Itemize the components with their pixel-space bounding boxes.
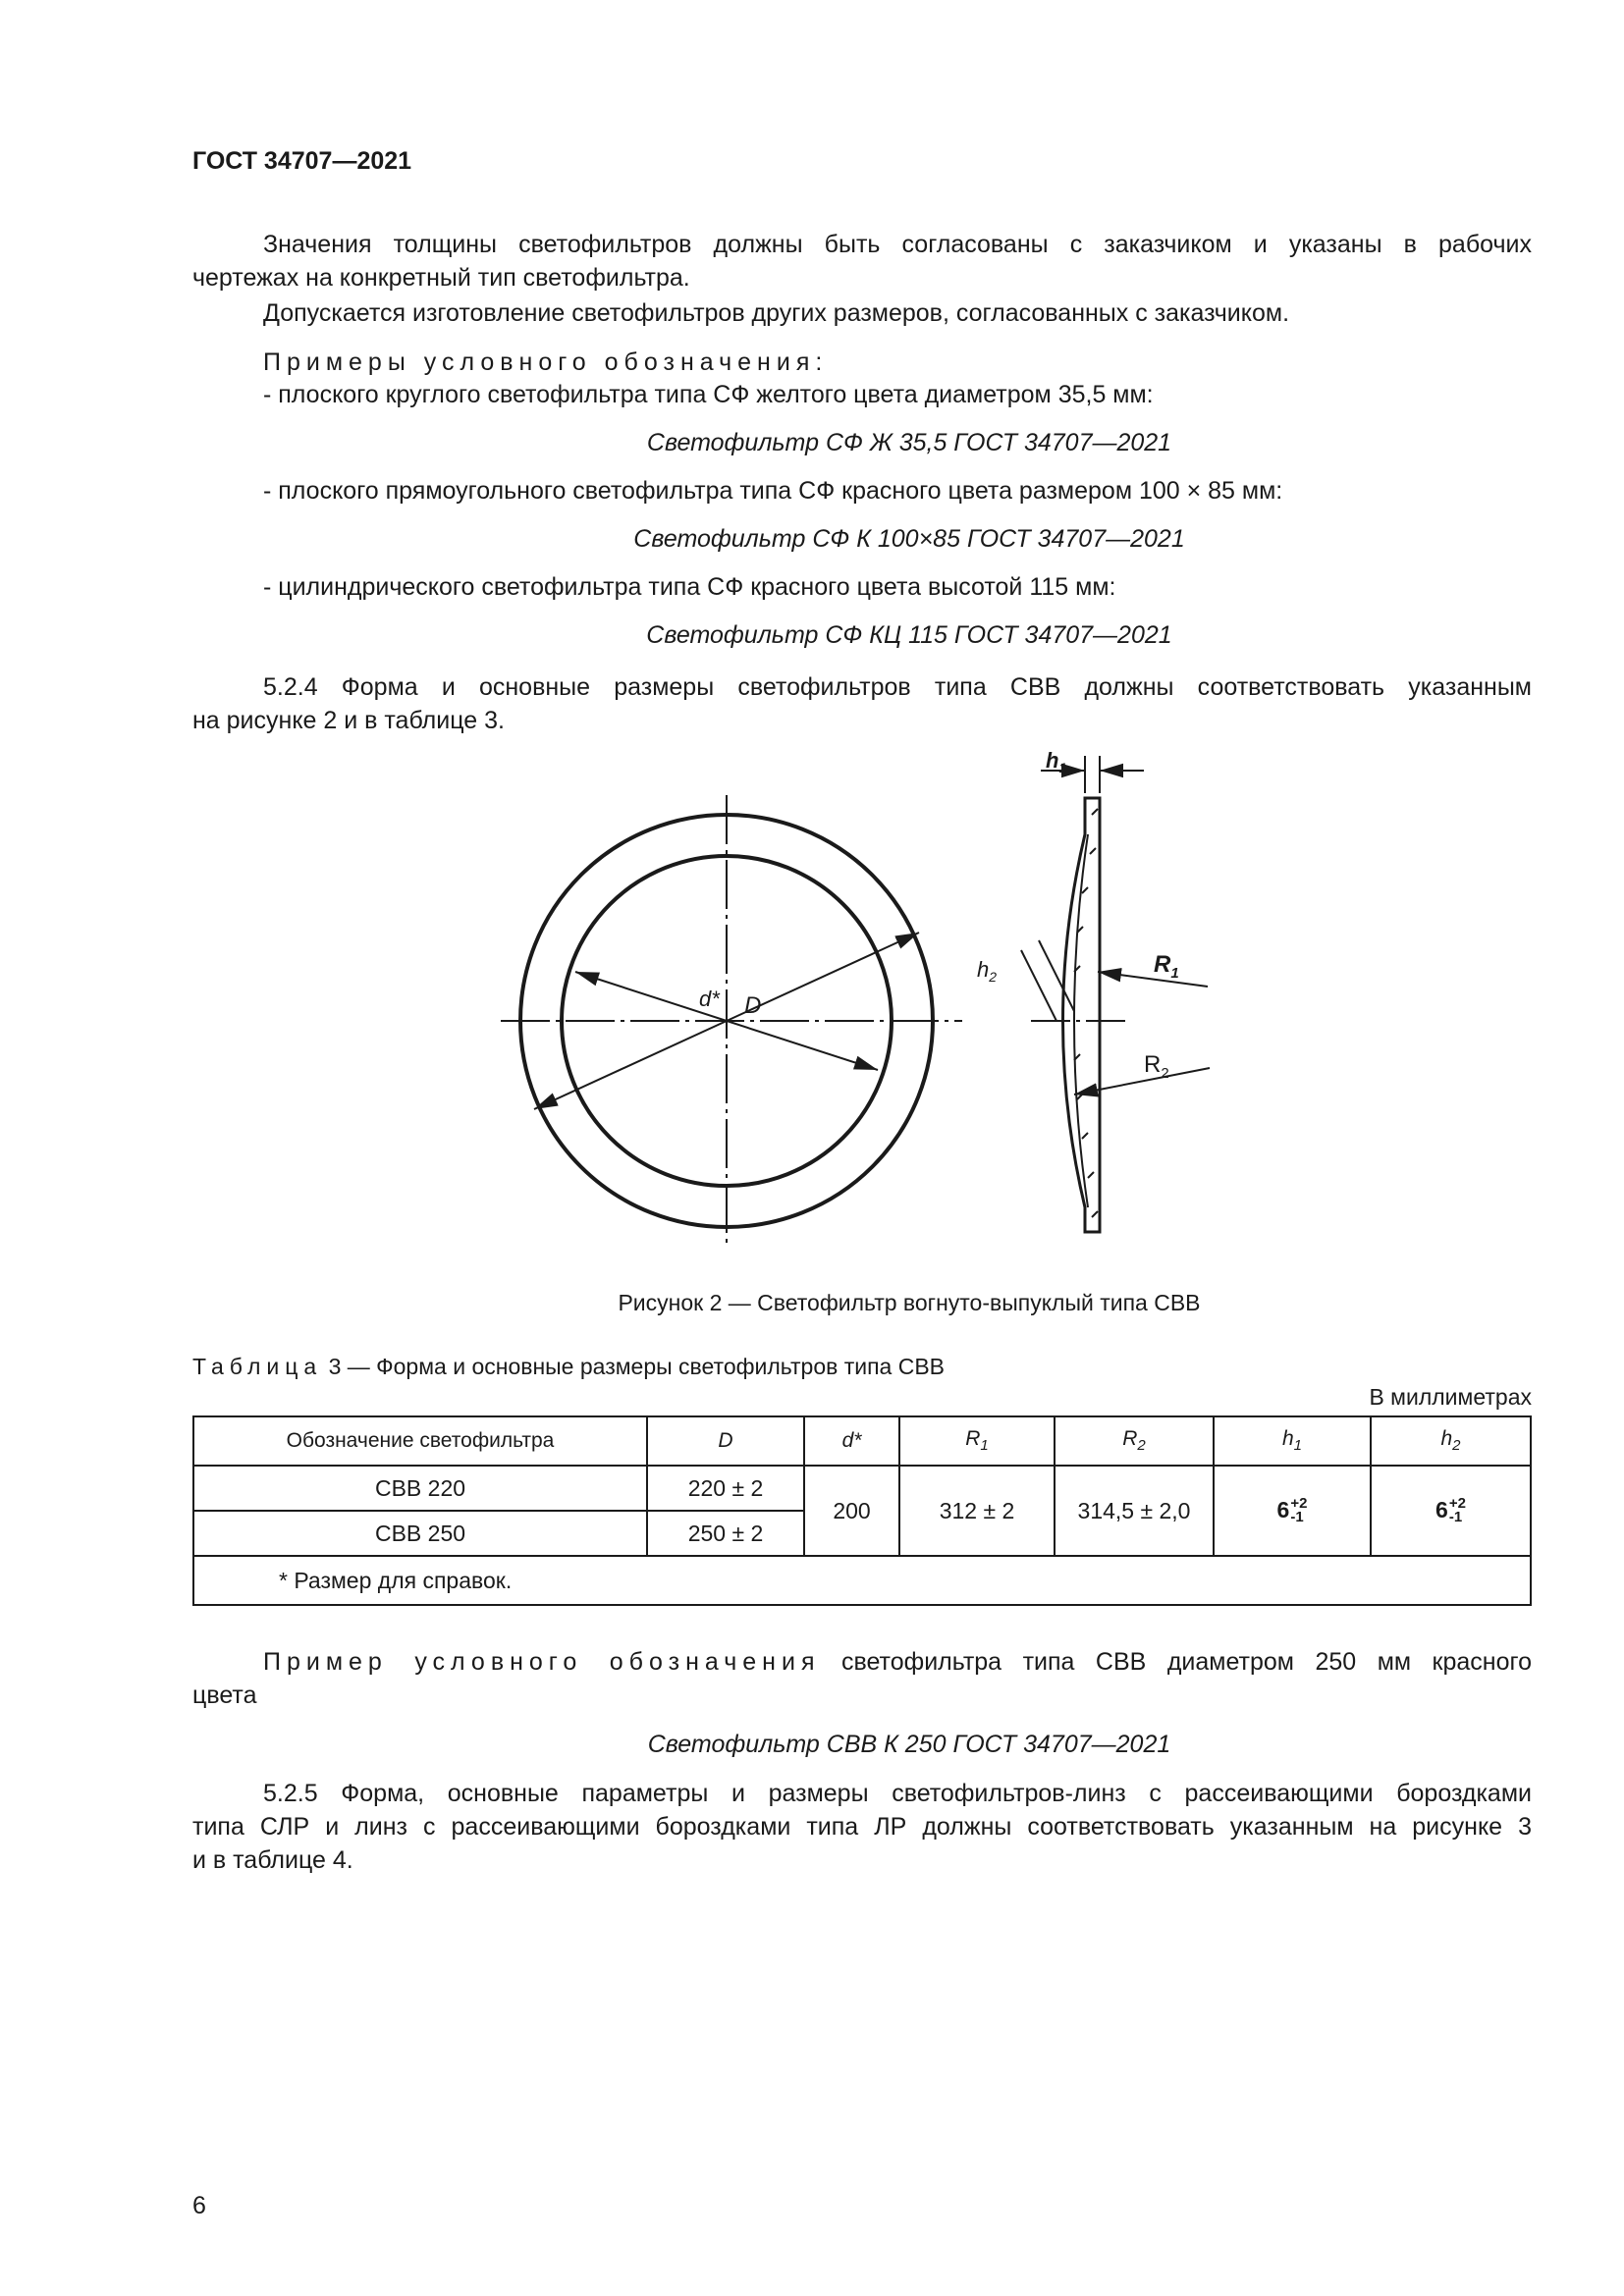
example-svv-designation: Светофильтр СВВ К 250 ГОСТ 34707—2021: [647, 1731, 1171, 1758]
table-3-units: В миллиметрах: [1369, 1384, 1532, 1410]
example-svv-rest: светофильтра типа СВВ диаметром 250 мм красного: [840, 1648, 1532, 1676]
example-2-text: - плоского прямоугольного светофильтра типа СФ красного цвета размером 100 × 85 мм:: [263, 477, 1283, 505]
section-5-2-4-line1: 5.2.4 Форма и основные размеры светофильтров типа СВВ должны соответствовать указанным: [263, 673, 1532, 701]
label-D: D: [744, 992, 762, 1019]
svg-text:h2: $h_2$: [977, 957, 998, 985]
header-h1: $h_1$: [1214, 1416, 1371, 1466]
label-R2: R: [1144, 1051, 1162, 1078]
cell-D: 220 ± 2: [647, 1466, 804, 1511]
h2-leader-1: [1021, 950, 1056, 1021]
paragraph-thickness-line1: Значения толщины светофильтров должны быть согласованы с заказчиком и указаны в рабочих: [263, 231, 1532, 258]
front-view: [501, 795, 962, 1247]
lens-profile: [1063, 798, 1101, 1232]
side-view: [1021, 756, 1210, 1232]
examples-heading: Примеры условного обозначения:: [263, 348, 829, 376]
cell-designation: СВВ 250: [193, 1511, 647, 1556]
table-footnote: * Размер для справок.: [193, 1556, 1531, 1605]
header-h2: $h_2$: [1371, 1416, 1531, 1466]
cell-R2-merged: 314,5 ± 2,0: [1055, 1466, 1214, 1556]
header-R1: $R_1$: [899, 1416, 1055, 1466]
table-row: [193, 1466, 1531, 1511]
section-5-2-5-line2: типа СЛР и линз с рассеивающими бороздками типа ЛР должны соответствовать указанным на рисунке 3: [192, 1813, 1532, 1841]
label-R1: R: [1154, 951, 1171, 978]
svg-text:R2: $R_2$: [1144, 1051, 1169, 1082]
section-5-2-5-line1: 5.2.5 Форма, основные параметры и размеры светофильтров-линз с рассеивающими бороздками: [263, 1780, 1532, 1807]
example-svv-spaced: Пример условного обозначения: [263, 1648, 821, 1676]
table-header-row: [193, 1416, 1531, 1466]
cell-designation: СВВ 220: [193, 1466, 647, 1511]
header-d: d*: [804, 1416, 899, 1466]
example-3-text: - цилиндрического светофильтра типа СФ красного цвета высотой 115 мм:: [263, 573, 1116, 601]
cell-D: 250 ± 2: [647, 1511, 804, 1556]
header-R2: $R_2$: [1055, 1416, 1214, 1466]
cell-R1-merged: 312 ± 2: [899, 1466, 1055, 1556]
figure-2-drawing: [491, 736, 1237, 1256]
figure-2-caption: Рисунок 2 — Светофильтр вогнуто-выпуклый типа СВВ: [618, 1290, 1201, 1315]
label-d: d*: [699, 987, 720, 1011]
svg-text:h1: $h_1$: [1046, 748, 1067, 775]
cell-d-merged: 200: [804, 1466, 899, 1556]
table-3-title-rest: 3 — Форма и основные размеры светофильтров типа СВВ: [322, 1354, 946, 1379]
header-D: D: [647, 1416, 804, 1466]
table-3: [192, 1415, 1532, 1606]
example-1-designation: Светофильтр СФ Ж 35,5 ГОСТ 34707—2021: [646, 429, 1172, 456]
svg-text:R1: $R_1$: [1154, 951, 1179, 982]
label-h2: h: [977, 957, 990, 982]
R1-leader: [1098, 972, 1208, 987]
table-footnote-row: [193, 1556, 1531, 1605]
table-3-title: [192, 1350, 945, 1383]
example-1-text: - плоского круглого светофильтра типа СФ желтого цвета диаметром 35,5 мм:: [263, 381, 1154, 408]
paragraph-thickness-line2: чертежах на конкретный тип светофильтра.: [192, 264, 690, 292]
cell-h2-merged: 6+2 -1: [1371, 1466, 1531, 1556]
paragraph-other-sizes: Допускается изготовление светофильтров других размеров, согласованных с заказчиком.: [263, 299, 1290, 327]
example-svv-line2: цвета: [192, 1682, 257, 1709]
section-5-2-4-line2: на рисунке 2 и в таблице 3.: [192, 707, 505, 734]
example-svv-line1: [263, 1645, 1532, 1679]
page-number: 6: [192, 2192, 206, 2219]
example-3-designation: Светофильтр СФ КЦ 115 ГОСТ 34707—2021: [646, 621, 1172, 649]
section-5-2-5-line3: и в таблице 4.: [192, 1846, 353, 1874]
document-header: ГОСТ 34707—2021: [192, 147, 412, 175]
cell-h1-merged: 6+2 -1: [1214, 1466, 1371, 1556]
label-h1: h: [1046, 748, 1059, 773]
header-designation: Обозначение светофильтра: [193, 1416, 647, 1466]
example-2-designation: Светофильтр СФ К 100×85 ГОСТ 34707—2021: [633, 525, 1185, 553]
table-3-title-spaced: Таблица: [192, 1354, 323, 1379]
